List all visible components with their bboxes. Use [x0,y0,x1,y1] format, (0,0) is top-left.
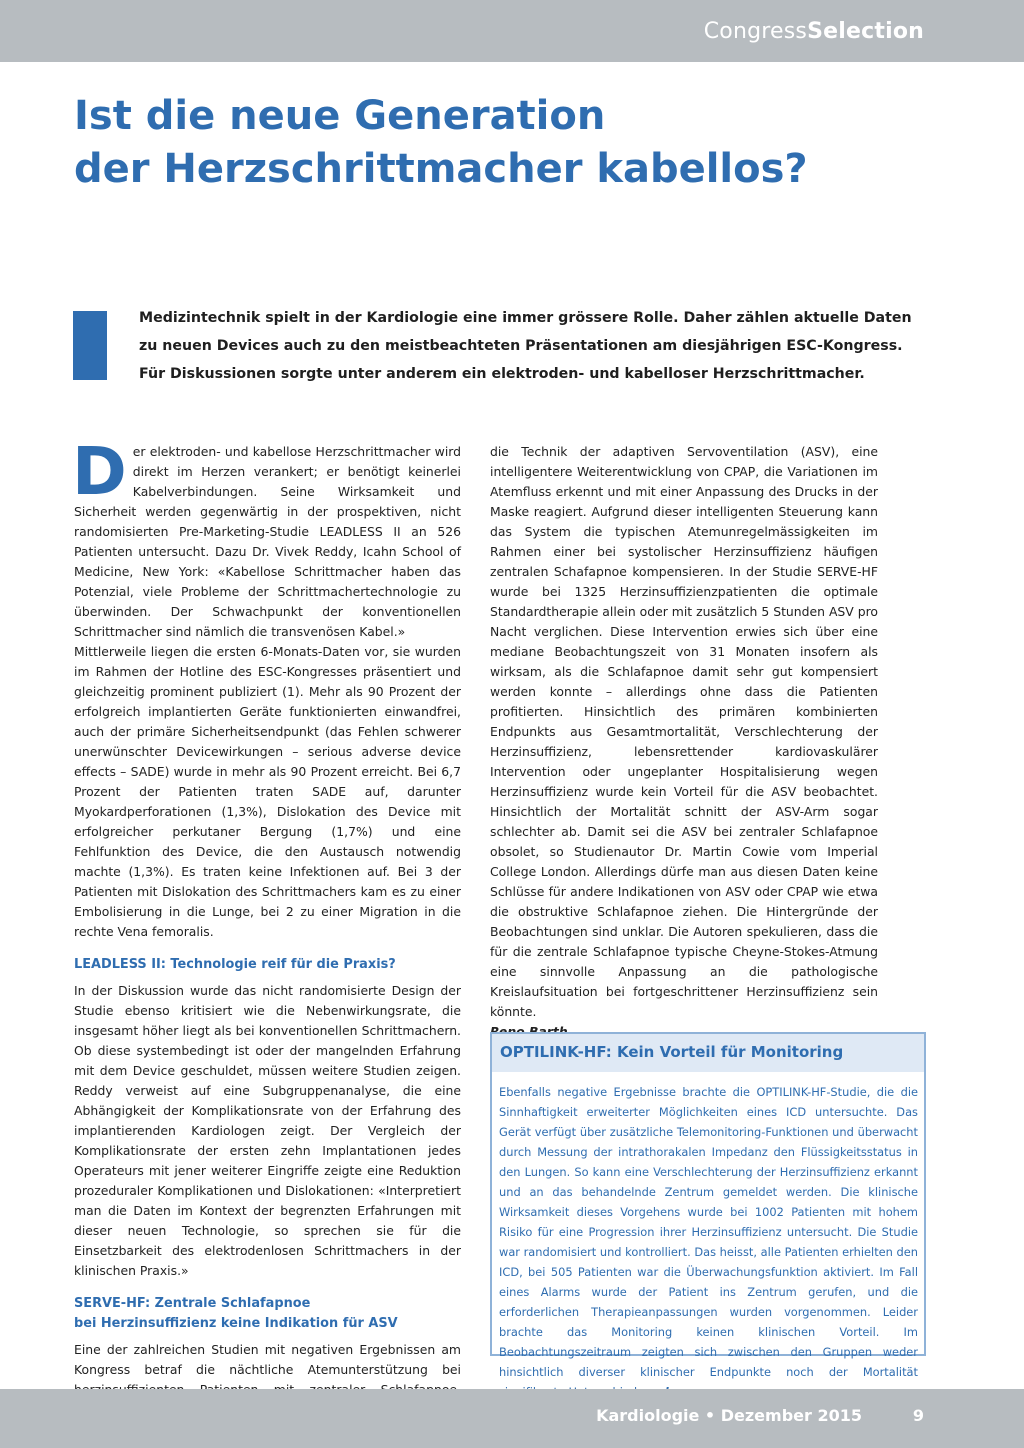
subheading-serve-hf [74,1294,461,1334]
body-paragraph: Mittlerweile liegen die ersten 6-Monats-Daten vor, sie wurden im Rahmen der Hotline des ESC-Kongresses präsentiert und gleichzeitig prominent publiziert (1). Mehr als 90 Prozent der erfolgreich implantierten Geräte funktionierten einwandfrei, auch der primäre Sicherheitsendpunkt (das Fehlen schwerer unerwünschter Devicewirkungen – serious adverse device effects – SADE) wurde in mehr als 90 Prozent erreicht. Bei 6,7 Prozent der Patienten traten SADE auf, darunter Myokardperforationen (1,3%), Dislokation des Device mit erfolgreicher perkutaner Bergung (1,7%) und eine Fehlfunktion des Device, die den Austausch notwendig machte (1,3%). Es traten keine Infektionen auf. Bei 3 der Patienten mit Dislokation des Schrittmachers kam es zu einer Embolisierung in die Lunge, bei 2 zu einer Migration in die rechte Vena femoralis. [74,644,461,939]
sidebar-box [490,1032,926,1379]
drop-cap: D [72,433,127,510]
lead-accent-block [73,311,107,380]
lead-line-3: Für Diskussionen sorgte unter anderem ein elektroden- und kabelloser Herzschrittmacher. [139,366,865,382]
title-line-2: der Herzschrittmacher kabellos? [74,146,808,192]
article-title [74,90,954,196]
column-right [490,442,878,1042]
lead-line-1: Medizintechnik spielt in der Kardiologie eine immer grössere Rolle. Daher zählen aktuelle Daten [139,310,912,326]
header-bar [0,0,1024,62]
box-body: Ebenfalls negative Ergebnisse brachte die OPTILINK-HF-Studie, die die Sinnhaftigkeit erweiterter Möglichkeiten eines ICD untersuchte. Das Gerät verfügt über zusätzliche Telemonitoring-Funktionen und überwacht durch Messung der intrathorakalen Impedanz den Flüssigkeitsstatus in den Lungen. So kann eine Verschlechterung der Herzinsuffizienz erkannt und an das behandelnde Zentrum gemeldet werden. Die klinische Wirksamkeit dieses Vorgehens wurde bei 1002 Patienten mit hohem Risiko für eine Progression ihrer Herzinsuffizienz untersucht. Die Studie war randomisiert und kontrolliert. Das heisst, alle Patienten erhielten den ICD, bei 505 Patienten war die Überwachungsfunktion aktiviert. Im Fall eines Alarms wurde der Patient ins Zentrum gerufen, und die erforderlichen Therapieanpassungen wurden vorgenommen. Leider brachte das Monitoring keinen klinischen Vorteil. Im Beobachtungszeitraum zeigten sich zwischen den Gruppen weder hinsichtlich diverser klinischer Endpunkte noch der Mortalität [499,1085,918,1379]
body-paragraph: Eine der zahlreichen Studien mit negativen Ergebnissen am Kongress betraf die nächtliche Atemunterstützung bei [74,1342,461,1377]
page-number: 9 [912,1406,924,1425]
subheading-line-1: SERVE-HF: Zentrale Schlafapnoe [74,1296,311,1311]
brand-bold: Selection [807,19,924,44]
paragraph-text: er elektroden- und kabellose Herzschrittmacher wird direkt im Herzen verankert; er benötigt keinerlei Kabelverbindungen. Seine Wirksamkeit und Sicherheit werden gegenwärtig in der prospektiven, nicht randomisierten Pre-Marketing-Studie LEADLESS II an 526 Patienten untersucht. Dazu Dr. Vivek Reddy, Icahn School of Medicine, New York: «Kabellose Schrittmacher haben das Potenzial, viele Probleme der Schrittmachertechnologie zu überwinden. Der Schwachpunkt der konventionellen Schrittmacher sind nämlich die transvenösen Kabel.» [74,444,461,639]
body-paragraph: die Technik der adaptiven Servoventilation (ASV), eine intelligentere Weiterentwicklung von CPAP, die Variationen im Atemfluss erkennt und mit einer Anpassung des Drucks in der Maske reagiert. Aufgrund dieser intelligenten Steuerung kann das System die typischen Atemunregelmässigkeiten im Rahmen einer bei systolischer Herzinsuffizienz häufigen zentralen Schafapnoe kompensieren. In der Studie SERVE-HF wurde bei 1325 Herzinsuffizienzpatienten die optimale Standardtherapie allein oder mit zusätzlich 5 Stunden ASV pro Nacht verglichen. Diese Intervention erwies sich über eine mediane Beobachtungszeit von 31 Monaten insofern als wirksam, als die Schlafapnoe damit sehr gut kompensiert werden konnte – allerdings ohne dass die Patienten profitierten. Hinsichtlich des primären kombinierten Endpunkts aus Gesamtmortalität, Verschlechterung der Herzinsuffizienz, lebensrettender kardiovaskulärer Intervention oder ungeplanter Hospitalisierung wegen Herzinsuffizienz wurde kein Vorteil für die ASV beobachtet. Hinsichtlich der Mortalität schnitt der ASV-Arm sogar schlechter ab. Damit sei die ASV bei zentraler Schlafapnoe obsolet, so Studienautor Dr. Martin Cowie vom Imperial College London. Allerdings dürfe man aus diesen Daten keine Schlüsse für andere Indikationen von ASV oder CPAP wie etwa die obstruktive Schlafapnoe ziehen. Die Hintergründe der Beobachtungen sind unklar. Die Autoren spekulieren, dass die für die zentrale Schlafapnoe typische Cheyne-Stokes-Atmung eine sinnvolle Anpassung an die pathologische Kreislaufsituation bei fortgeschrittener Herzinsuffizienz sein könnte. [490,444,878,1019]
column-left [72,433,461,1420]
brand-light: Congress [703,19,808,44]
box-title: OPTILINK-HF: Kein Vorteil für Monitoring [492,1034,924,1072]
publication-info: Kardiologie • Dezember 2015 [596,1406,862,1425]
brand-logo [704,19,924,44]
title-line-1: Ist die neue Generation [74,93,606,139]
body-paragraph: In der Diskussion wurde das nicht randomisierte Design der Studie ebenso kritisiert wie die Nebenwirkungsrate, die insgesamt höher liegt als bei konventionellen Schrittmachern. Ob diese systembedingt ist oder der mangelnden Erfahrung mit dem Device geschuldet, müssen weitere Studien zeigen. Reddy verweist auf eine Subgruppenanalyse, die eine Abhängigkeit der Komplikationsrate von der Erfahrung des implantierenden Kardiologen zeigt. Der Vergleich der Komplikationsrate der ersten zehn Implantationen jedes Operateurs mit jener weiterer Eingriffe zeigte eine Reduktion prozeduraler Komplikationen und Dislokationen: «Interpretiert man die Daten im Kontext der begrenzten Erfahrungen mit dieser neuen Technologie, so sprechen sie für die Einsetzbarkeit des elektrodenlosen Schrittmachers in der klinischen Praxis.» [74,983,461,1278]
body-paragraph [72,433,461,642]
box-text [499,1082,918,1402]
subheading-leadless: LEADLESS II: Technologie reif für die Praxis? [74,957,396,972]
footer-bar [0,1389,1024,1448]
lead-paragraph [139,304,929,388]
lead-line-2: zu neuen Devices auch zu den meistbeachteten Präsentationen am diesjährigen ESC-Kongress. [139,338,903,354]
subheading-line-2: bei Herzinsuffizienz keine Indikation für ASV [74,1316,398,1331]
